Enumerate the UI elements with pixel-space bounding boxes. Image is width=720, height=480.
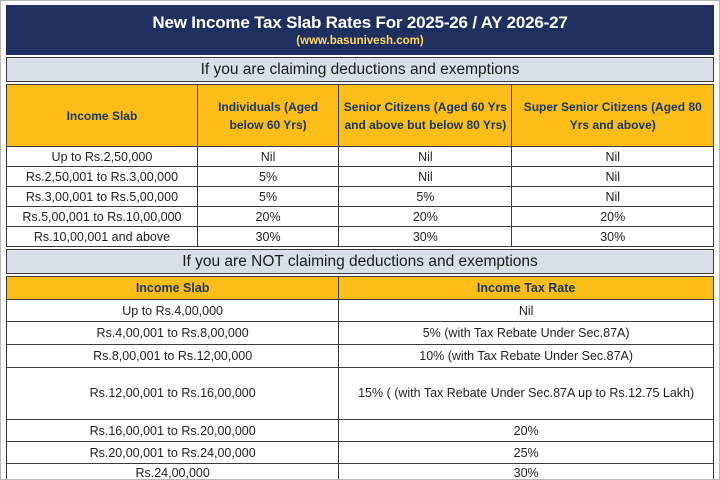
rate-cell: 20%: [512, 207, 714, 227]
income-slab-cell: Rs.5,00,001 to Rs.10,00,000: [7, 207, 198, 227]
table-header-row: [7, 277, 714, 300]
rate-cell: Nil: [512, 187, 714, 207]
rate-cell: Nil: [339, 147, 512, 167]
table-row: [7, 420, 714, 442]
rate-cell: 10% (with Tax Rebate Under Sec.87A): [339, 345, 714, 368]
rate-cell: 30%: [197, 227, 338, 247]
section-heading-not-claiming: If you are NOT claiming deductions and exemptions: [6, 249, 714, 274]
column-header-income-tax-rate: Income Tax Rate: [339, 277, 714, 300]
page-title: New Income Tax Slab Rates For 2025-26 / AY 2026-27: [152, 13, 568, 32]
income-slab-cell: Rs.8,00,001 to Rs.12,00,000: [7, 345, 339, 368]
table-row: [7, 227, 714, 247]
table-not-claiming-deductions: [6, 276, 714, 480]
income-slab-cell: Rs.12,00,001 to Rs.16,00,000: [7, 368, 339, 420]
table-row: [7, 368, 714, 420]
rate-cell: 20%: [197, 207, 338, 227]
table-row: [7, 207, 714, 227]
income-slab-cell: Rs.4,00,001 to Rs.8,00,000: [7, 322, 339, 345]
column-header-income-slab: Income Slab: [7, 277, 339, 300]
income-slab-cell: Rs.2,50,001 to Rs.3,00,000: [7, 167, 198, 187]
column-header-senior-citizens: Senior Citizens (Aged 60 Yrs and above but below 80 Yrs): [339, 85, 512, 147]
rate-cell: 20%: [339, 420, 714, 442]
rate-cell: 5%: [197, 187, 338, 207]
income-slab-cell: Rs.16,00,001 to Rs.20,00,000: [7, 420, 339, 442]
rate-cell: 5%: [197, 167, 338, 187]
rate-cell: 20%: [339, 207, 512, 227]
section-heading-claiming: If you are claiming deductions and exemptions: [6, 57, 714, 82]
website-credit: (www.basunivesh.com): [296, 35, 424, 47]
income-slab-cell: Up to Rs.4,00,000: [7, 300, 339, 322]
table-row: [7, 322, 714, 345]
rate-cell: 30%: [339, 227, 512, 247]
rate-cell: 25%: [339, 442, 714, 464]
income-slab-cell: Rs.20,00,001 to Rs.24,00,000: [7, 442, 339, 464]
income-slab-cell: Rs.10,00,001 and above: [7, 227, 198, 247]
rate-cell: 5%: [339, 187, 512, 207]
rate-cell: Nil: [339, 167, 512, 187]
table-row: [7, 345, 714, 368]
column-header-income-slab: Income Slab: [7, 85, 198, 147]
table-row: [7, 442, 714, 464]
table-row: [7, 300, 714, 322]
table-row: [7, 464, 714, 480]
rate-cell: Nil: [339, 300, 714, 322]
title-block: [6, 5, 714, 55]
column-header-super-senior-citizens: Super Senior Citizens (Aged 80 Yrs and above): [512, 85, 714, 147]
income-slab-cell: Rs.3,00,001 to Rs.5,00,000: [7, 187, 198, 207]
rate-cell: Nil: [512, 147, 714, 167]
rate-cell: 5% (with Tax Rebate Under Sec.87A): [339, 322, 714, 345]
rate-cell: 30%: [339, 464, 714, 480]
rate-cell: Nil: [197, 147, 338, 167]
rate-cell: Nil: [512, 167, 714, 187]
table-row: [7, 147, 714, 167]
column-header-individuals: Individuals (Aged below 60 Yrs): [197, 85, 338, 147]
table-header-row: [7, 85, 714, 147]
table-claiming-deductions: [6, 84, 714, 247]
table-row: [7, 187, 714, 207]
rate-cell: 30%: [512, 227, 714, 247]
rate-cell: 15% ( (with Tax Rebate Under Sec.87A up to Rs.12.75 Lakh): [339, 368, 714, 420]
income-slab-cell: Up to Rs.2,50,000: [7, 147, 198, 167]
income-slab-cell: Rs.24,00,000: [7, 464, 339, 480]
table-row: [7, 167, 714, 187]
